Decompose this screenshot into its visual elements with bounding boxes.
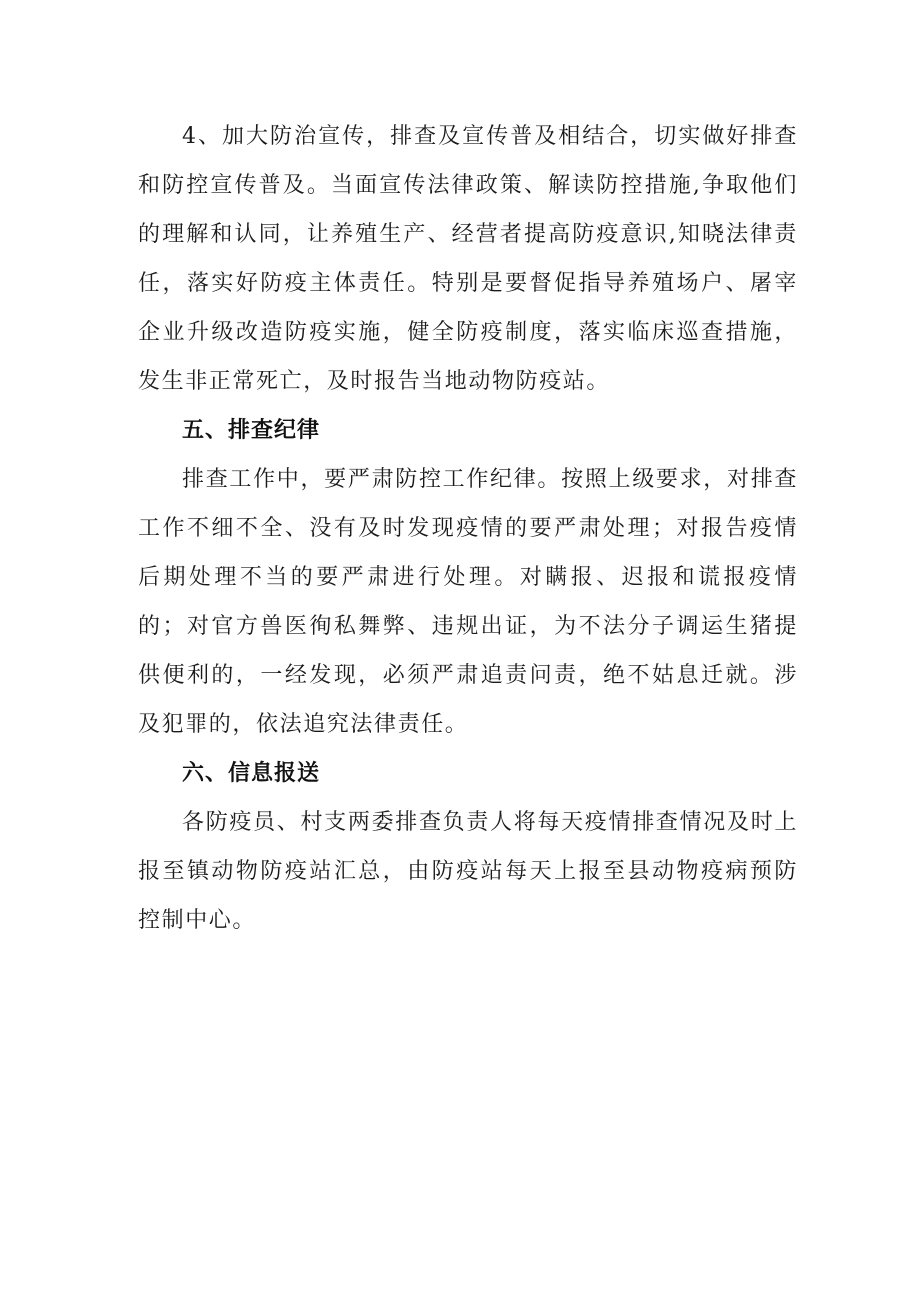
document-body bbox=[138, 112, 798, 945]
section-heading-discipline: 五、排查纪律 bbox=[182, 418, 321, 443]
section-body-discipline: 排查工作中，要严肃防控工作纪律。按照上级要求，对排查工作不细不全、没有及时发现疫情的要严肃处理；对报告疫情后期处理不当的要严肃进行处理。对瞒报、迟报和谎报疫情的；对官方兽医徇私舞弊、违规出证，为不法分子调运生猪提供便利的，一经发现，必须严肃追责问责，绝不姑息迁就。涉及犯罪的，依法追究法律责任。 bbox=[138, 467, 798, 737]
section-body-reporting: 各防疫员、村支两委排查负责人将每天疫情排查情况及时上报至镇动物防疫站汇总，由防疫站每天上报至县动物疫病预防控制中心。 bbox=[138, 810, 798, 933]
section-heading-reporting: 六、信息报送 bbox=[182, 761, 321, 786]
paragraph-item-4: 4、加大防治宣传，排查及宣传普及相结合，切实做好排查和防控宣传普及。当面宣传法律政策、解读防控措施,争取他们的理解和认同，让养殖生产、经营者提高防疫意识,知晓法律责任，落实好防疫主体责任。特别是要督促指导养殖场户、屠宰企业升级改造防疫实施，健全防疫制度，落实临床巡查措施，发生非正常死亡，及时报告当地动物防疫站。 bbox=[138, 124, 798, 394]
